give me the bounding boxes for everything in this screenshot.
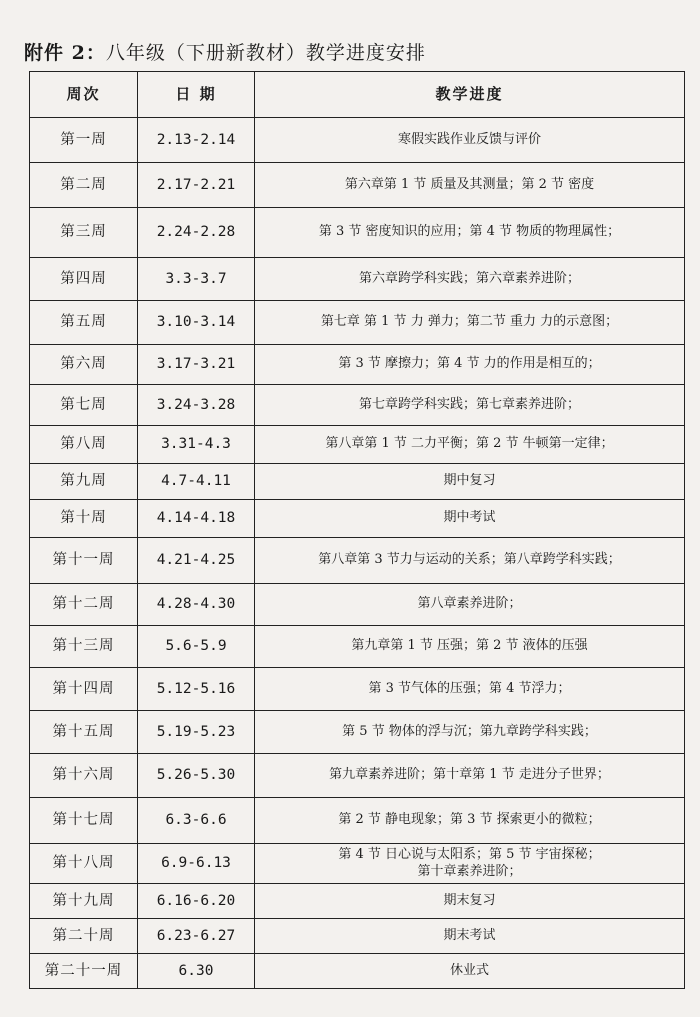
date-cell: 3.31-4.3 — [138, 426, 255, 464]
date-cell: 4.21-4.25 — [138, 538, 255, 584]
progress-line: 第八章素养进阶； — [417, 596, 522, 612]
table-row — [30, 345, 685, 385]
progress-cell — [255, 754, 685, 798]
progress-cell — [255, 301, 685, 345]
progress-line: 休业式 — [449, 962, 489, 978]
progress-cell — [255, 919, 685, 954]
progress-cell — [255, 345, 685, 385]
table-row — [30, 754, 685, 798]
progress-cell — [255, 500, 685, 538]
week-cell: 第五周 — [30, 301, 138, 345]
progress-cell — [255, 464, 685, 500]
week-cell: 第十九周 — [30, 884, 138, 919]
progress-line: 第 3 节气体的压强；第 4 节浮力； — [368, 680, 571, 696]
date-cell: 3.10-3.14 — [138, 301, 255, 345]
date-cell: 4.28-4.30 — [138, 584, 255, 626]
table-row — [30, 798, 685, 844]
progress-line: 第七章 第 1 节 力 弹力；第二节 重力 力的示意图； — [320, 314, 619, 330]
document-title — [24, 38, 426, 65]
progress-line: 期末考试 — [443, 927, 496, 943]
progress-cell — [255, 258, 685, 301]
week-cell: 第十五周 — [30, 711, 138, 754]
progress-line: 第六章跨学科实践；第六章素养进阶； — [358, 270, 580, 286]
table-row — [30, 626, 685, 668]
table-body — [30, 118, 685, 989]
progress-cell — [255, 426, 685, 464]
progress-cell — [255, 538, 685, 584]
week-cell: 第二周 — [30, 163, 138, 208]
progress-cell — [255, 584, 685, 626]
teaching-schedule-table — [29, 71, 685, 989]
progress-cell — [255, 884, 685, 919]
table-row — [30, 118, 685, 163]
week-cell: 第十周 — [30, 500, 138, 538]
header-week: 周次 — [30, 72, 138, 118]
date-cell: 5.12-5.16 — [138, 668, 255, 711]
table-row — [30, 668, 685, 711]
week-cell: 第九周 — [30, 464, 138, 500]
progress-line: 第 2 节 静电现象；第 3 节 探索更小的微粒； — [338, 812, 601, 828]
week-cell: 第八周 — [30, 426, 138, 464]
week-cell: 第十二周 — [30, 584, 138, 626]
progress-cell — [255, 118, 685, 163]
table-row — [30, 919, 685, 954]
progress-line: 第 3 节 摩擦力；第 4 节 力的作用是相互的； — [338, 356, 601, 372]
week-cell: 第二十周 — [30, 919, 138, 954]
week-cell: 第四周 — [30, 258, 138, 301]
progress-cell — [255, 711, 685, 754]
header-date: 日 期 — [138, 72, 255, 118]
progress-line: 第八章第 1 节 二力平衡；第 2 节 牛顿第一定律； — [325, 436, 614, 452]
date-cell: 5.19-5.23 — [138, 711, 255, 754]
date-cell: 2.17-2.21 — [138, 163, 255, 208]
progress-line: 第七章跨学科实践；第七章素养进阶； — [358, 396, 580, 412]
table-row — [30, 584, 685, 626]
date-cell: 2.24-2.28 — [138, 208, 255, 258]
table-header-row — [30, 72, 685, 118]
progress-line: 第九章第 1 节 压强；第 2 节 液体的压强 — [351, 638, 588, 654]
progress-line: 期中复习 — [443, 473, 496, 489]
date-cell: 5.26-5.30 — [138, 754, 255, 798]
date-cell: 3.3-3.7 — [138, 258, 255, 301]
week-cell: 第十六周 — [30, 754, 138, 798]
table-row — [30, 711, 685, 754]
table-row — [30, 258, 685, 301]
progress-cell — [255, 798, 685, 844]
progress-cell — [255, 954, 685, 989]
progress-line: 第 3 节 密度知识的应用；第 4 节 物质的物理属性； — [318, 224, 621, 240]
title-prefix: 附件 2： — [24, 42, 106, 64]
date-cell: 5.6-5.9 — [138, 626, 255, 668]
week-cell: 第七周 — [30, 385, 138, 426]
table-row — [30, 538, 685, 584]
progress-line: 期末复习 — [443, 892, 496, 908]
week-cell: 第一周 — [30, 118, 138, 163]
week-cell: 第十七周 — [30, 798, 138, 844]
progress-line: 期中考试 — [443, 510, 496, 526]
progress-cell — [255, 163, 685, 208]
header-progress: 教学进度 — [255, 72, 685, 118]
table-row — [30, 954, 685, 989]
progress-line: 第十章素养进阶； — [417, 863, 522, 879]
week-cell: 第十一周 — [30, 538, 138, 584]
week-cell: 第六周 — [30, 345, 138, 385]
progress-cell — [255, 208, 685, 258]
week-cell: 第十八周 — [30, 844, 138, 884]
table-row — [30, 208, 685, 258]
date-cell: 2.13-2.14 — [138, 118, 255, 163]
table-row — [30, 500, 685, 538]
date-cell: 4.7-4.11 — [138, 464, 255, 500]
week-cell: 第三周 — [30, 208, 138, 258]
date-cell: 3.24-3.28 — [138, 385, 255, 426]
date-cell: 6.16-6.20 — [138, 884, 255, 919]
table-row — [30, 884, 685, 919]
progress-cell — [255, 385, 685, 426]
table-row — [30, 464, 685, 500]
table-row — [30, 385, 685, 426]
date-cell: 6.3-6.6 — [138, 798, 255, 844]
week-cell: 第十四周 — [30, 668, 138, 711]
progress-line: 第八章第 3 节力与运动的关系；第八章跨学科实践； — [318, 552, 621, 568]
progress-line: 第六章第 1 节 质量及其测量；第 2 节 密度 — [344, 176, 595, 192]
date-cell: 4.14-4.18 — [138, 500, 255, 538]
date-cell: 6.23-6.27 — [138, 919, 255, 954]
table-row — [30, 844, 685, 884]
week-cell: 第二十一周 — [30, 954, 138, 989]
date-cell: 6.9-6.13 — [138, 844, 255, 884]
progress-line: 寒假实践作业反馈与评价 — [397, 131, 541, 147]
title-text: 八年级（下册新教材）教学进度安排 — [105, 42, 426, 64]
week-cell: 第十三周 — [30, 626, 138, 668]
progress-line: 第 4 节 日心说与太阳系；第 5 节 宇宙探秘； — [338, 847, 601, 863]
progress-line: 第 5 节 物体的浮与沉；第九章跨学科实践； — [342, 723, 597, 739]
progress-cell — [255, 626, 685, 668]
table-row — [30, 163, 685, 208]
table-row — [30, 426, 685, 464]
progress-cell — [255, 668, 685, 711]
date-cell: 3.17-3.21 — [138, 345, 255, 385]
date-cell: 6.30 — [138, 954, 255, 989]
table-row — [30, 301, 685, 345]
progress-line: 第九章素养进阶；第十章第 1 节 走进分子世界； — [329, 767, 610, 783]
progress-cell — [255, 844, 685, 884]
